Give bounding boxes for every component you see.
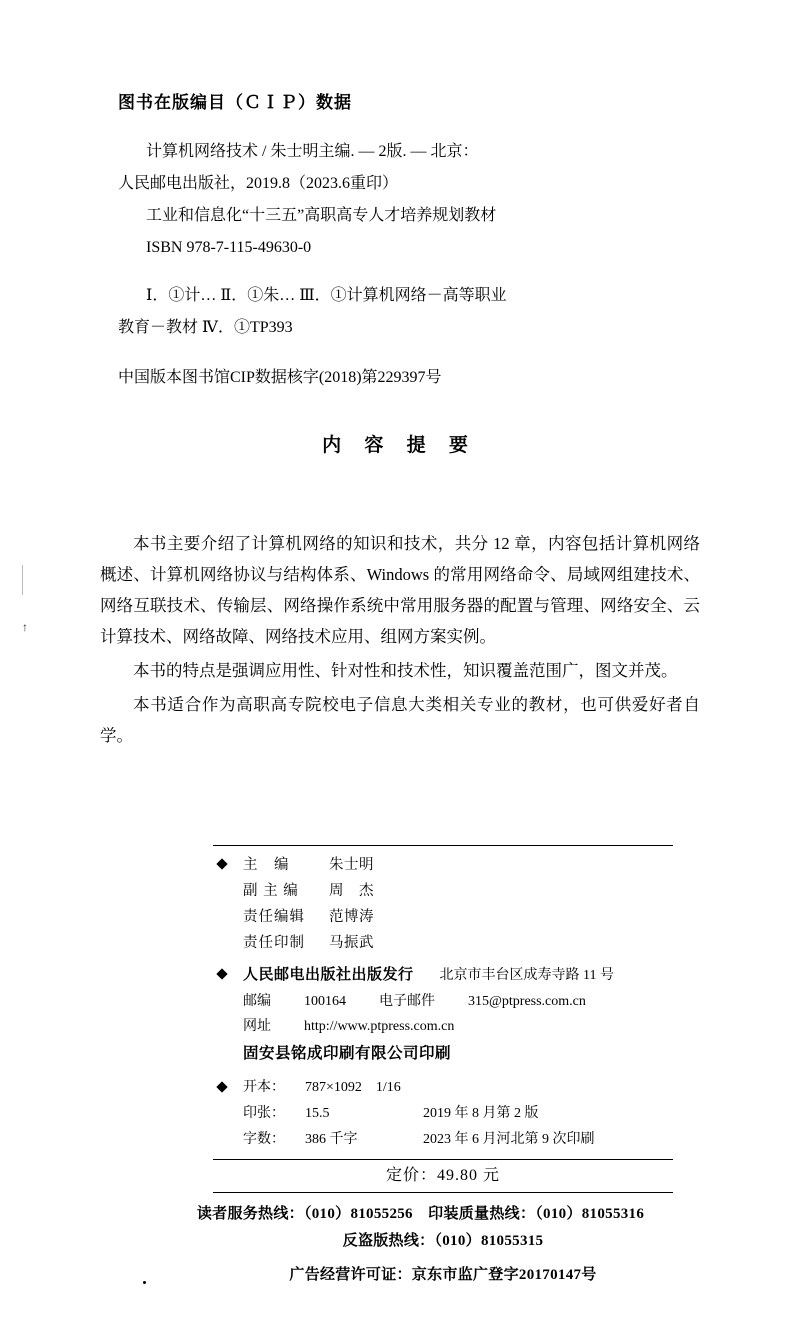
publisher-address: 北京市丰台区成寿寺路 11 号 [439,968,614,983]
cip-title: 图书在版编目（ＣＩＰ）数据 [118,93,352,112]
publisher-name: 人民邮电出版社出版发行 [243,967,414,983]
diamond-bullet-icon [216,858,227,869]
format-row [213,1075,673,1101]
price-line: 定价：49.80 元 [385,1167,500,1184]
printer-name: 固安县铭成印刷有限公司印刷 [243,1045,452,1062]
colophon-credits [213,846,673,962]
postcode-email-row [213,989,673,1014]
cip-block [118,88,678,397]
responsible-printing-value: 马振武 [329,935,374,951]
email-value: 315@ptpress.com.cn [468,994,586,1009]
abstract-paragraph: 本书主要介绍了计算机网络的知识和技术，共分 12 章，内容包括计算机网络概述、计算机网络协议与结构体系、Windows 的常用网络命令、局域网组建技术、网络互联技术、传输层、网络操作系统中常用服务器的配置与管理、网络安全、云计算技术、网络故障、网络技术应用、组网方案实例。 [100,534,700,646]
responsible-editor-value: 范博涛 [329,909,374,925]
service-hotline: 读者服务热线：（010）81055256 印装质量热线：（010）81055316 [196,1206,645,1222]
sheets-value: 15.5 [305,1106,330,1121]
colophon-publisher [213,962,673,1075]
postcode-label: 邮编 [243,994,271,1009]
website-label: 网址 [243,1019,271,1034]
editor-value: 朱士明 [329,857,374,873]
diamond-bullet-icon [216,1081,227,1092]
abstract-paragraph: 本书适合作为高职高专院校电子信息大类相关专业的教材，也可供爱好者自学。 [100,695,700,745]
colophon-block [196,845,673,1289]
format-label: 开本： [243,1080,285,1095]
responsible-editor-row [213,904,673,930]
website-value: http://www.ptpress.com.cn [304,1019,455,1034]
cip-core-number: 中国版本图书馆CIP数据核字(2018)第229397号 [118,369,442,386]
margin-rule [22,565,23,595]
abstract-body [100,528,700,754]
cip-line-2: 人民邮电出版社，2019.8（2023.6重印） [118,175,399,192]
editor-label: 主 编 [243,857,290,873]
email-label: 电子邮件 [379,994,435,1009]
print-run-value: 2023 年 6 月河北第 9 次印刷 [423,1132,595,1147]
words-cell [243,1127,423,1153]
words-value: 386 千字 [305,1132,358,1147]
ad-license: 广告经营许可证：京东市监广登字20170147号 [289,1267,597,1283]
cip-line-6: 教育－教材 Ⅳ．①TP393 [118,319,293,336]
colophon-specs [213,1075,673,1159]
deputy-editor-row [213,878,673,904]
deputy-editor-value: 周 杰 [329,883,374,899]
cip-line-1: 计算机网络技术 / 朱士明主编. — 2版. — 北京： [146,143,479,160]
edition-value: 2019 年 8 月第 2 版 [423,1106,539,1121]
postcode-value: 100164 [304,994,346,1009]
responsible-editor-label: 责任编辑 [243,909,305,925]
cip-line-3: 工业和信息化“十三五”高职高专人才培养规划教材 [146,207,497,224]
format-value: 787×1092 1/16 [305,1080,401,1095]
publisher-row [213,962,673,989]
words-label: 字数： [243,1132,285,1147]
editor-row [213,852,673,878]
sheets-label: 印张： [243,1106,285,1121]
sheets-row [213,1101,673,1127]
abstract-paragraph: 本书的特点是强调应用性、针对性和技术性，知识覆盖范围广，图文并茂。 [133,661,678,680]
website-row [213,1014,673,1039]
margin-tick-mark: ↑ [22,620,28,634]
responsible-printing-row [213,930,673,956]
words-row [213,1127,673,1153]
abstract-heading: 内 容 提 要 [322,435,477,456]
format-cell [243,1075,423,1101]
deputy-editor-label: 副 主 编 [243,883,299,899]
cip-line-4: ISBN 978-7-115-49630-0 [146,239,312,256]
responsible-printing-label: 责任印制 [243,935,305,951]
price-bottom-rule [213,1192,673,1193]
diamond-bullet-icon [216,968,227,979]
sheets-cell [243,1101,423,1127]
cip-line-5: Ⅰ．①计… Ⅱ．①朱… Ⅲ．①计算机网络－高等职业 [146,287,507,304]
antipiracy-hotline: 反盗版热线：（010）81055315 [342,1233,544,1249]
page-registration-dot [143,1281,146,1284]
